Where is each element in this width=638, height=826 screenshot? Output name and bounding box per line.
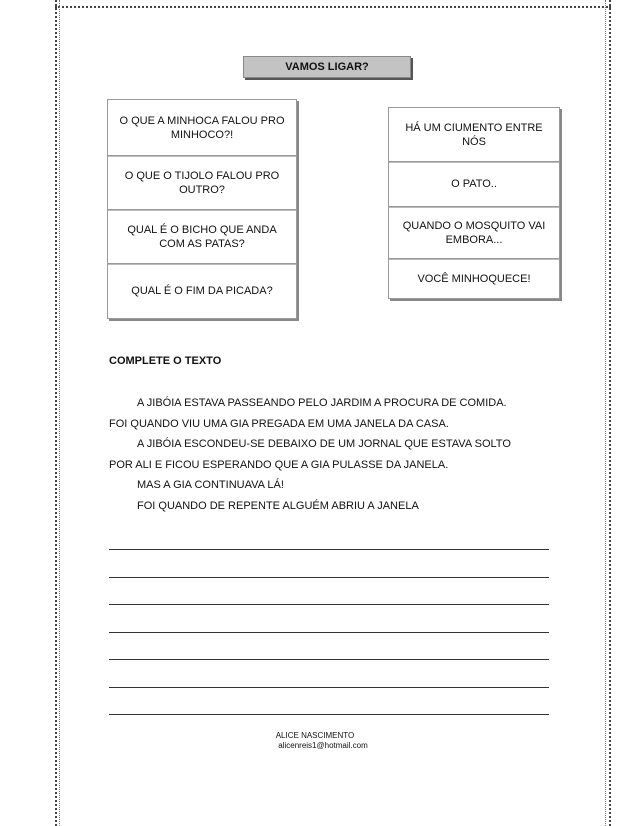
story-line: A JIBÓIA ESTAVA PASSEANDO PELO JARDIM A PROCURA DE COMIDA. — [137, 397, 507, 409]
writing-line[interactable] — [109, 577, 549, 578]
answer-item: O PATO.. — [389, 162, 559, 207]
answer-item: VOCÊ MINHOQUECE! — [417, 272, 531, 285]
writing-line[interactable] — [109, 714, 549, 715]
answer-item: HÁ UM CIUMENTO ENTRE NÓS — [389, 108, 559, 162]
writing-line[interactable] — [109, 632, 549, 633]
question-item: O QUE A MINHOCA FALOU PRO MINHOCO?! — [108, 100, 296, 156]
footer-author: ALICE NASCIMENTO — [275, 731, 355, 740]
question-item: QUAL É O BICHO QUE ANDA COM AS PATAS? — [108, 210, 296, 264]
question-item: O QUE O TIJOLO FALOU PRO OUTRO? — [108, 156, 296, 210]
writing-lines — [109, 549, 549, 742]
footer-email: alicenreis1@hotmail.com — [278, 741, 368, 750]
story-line: A JIBÓIA ESCONDEU-SE DEBAIXO DE UM JORNAL QUE ESTAVA SOLTO — [137, 438, 511, 450]
writing-line[interactable] — [109, 549, 549, 550]
story-line: FOI QUANDO DE REPENTE ALGUÉM ABRIU A JANELA — [137, 499, 419, 512]
story-line: MAS A GIA CONTINUAVA LÁ! — [137, 479, 284, 491]
writing-line[interactable] — [109, 604, 549, 605]
section-title: COMPLETE O TEXTO — [109, 355, 222, 367]
story-line: POR ALI E FICOU ESPERANDO QUE A GIA PULASSE DA JANELA. — [109, 458, 449, 471]
answer-item: QUANDO O MOSQUITO VAI EMBORA... — [389, 207, 559, 259]
writing-line[interactable] — [109, 659, 549, 660]
questions-column — [107, 99, 297, 319]
writing-line[interactable] — [109, 687, 549, 688]
page-title: VAMOS LIGAR? — [243, 56, 411, 78]
answers-column — [388, 107, 560, 299]
footer — [0, 731, 638, 751]
story-line: FOI QUANDO VIU UMA GIA PREGADA EM UMA JANELA DA CASA. — [109, 417, 449, 430]
story-text — [109, 393, 555, 516]
question-item: QUAL É O FIM DA PICADA? — [131, 285, 273, 297]
